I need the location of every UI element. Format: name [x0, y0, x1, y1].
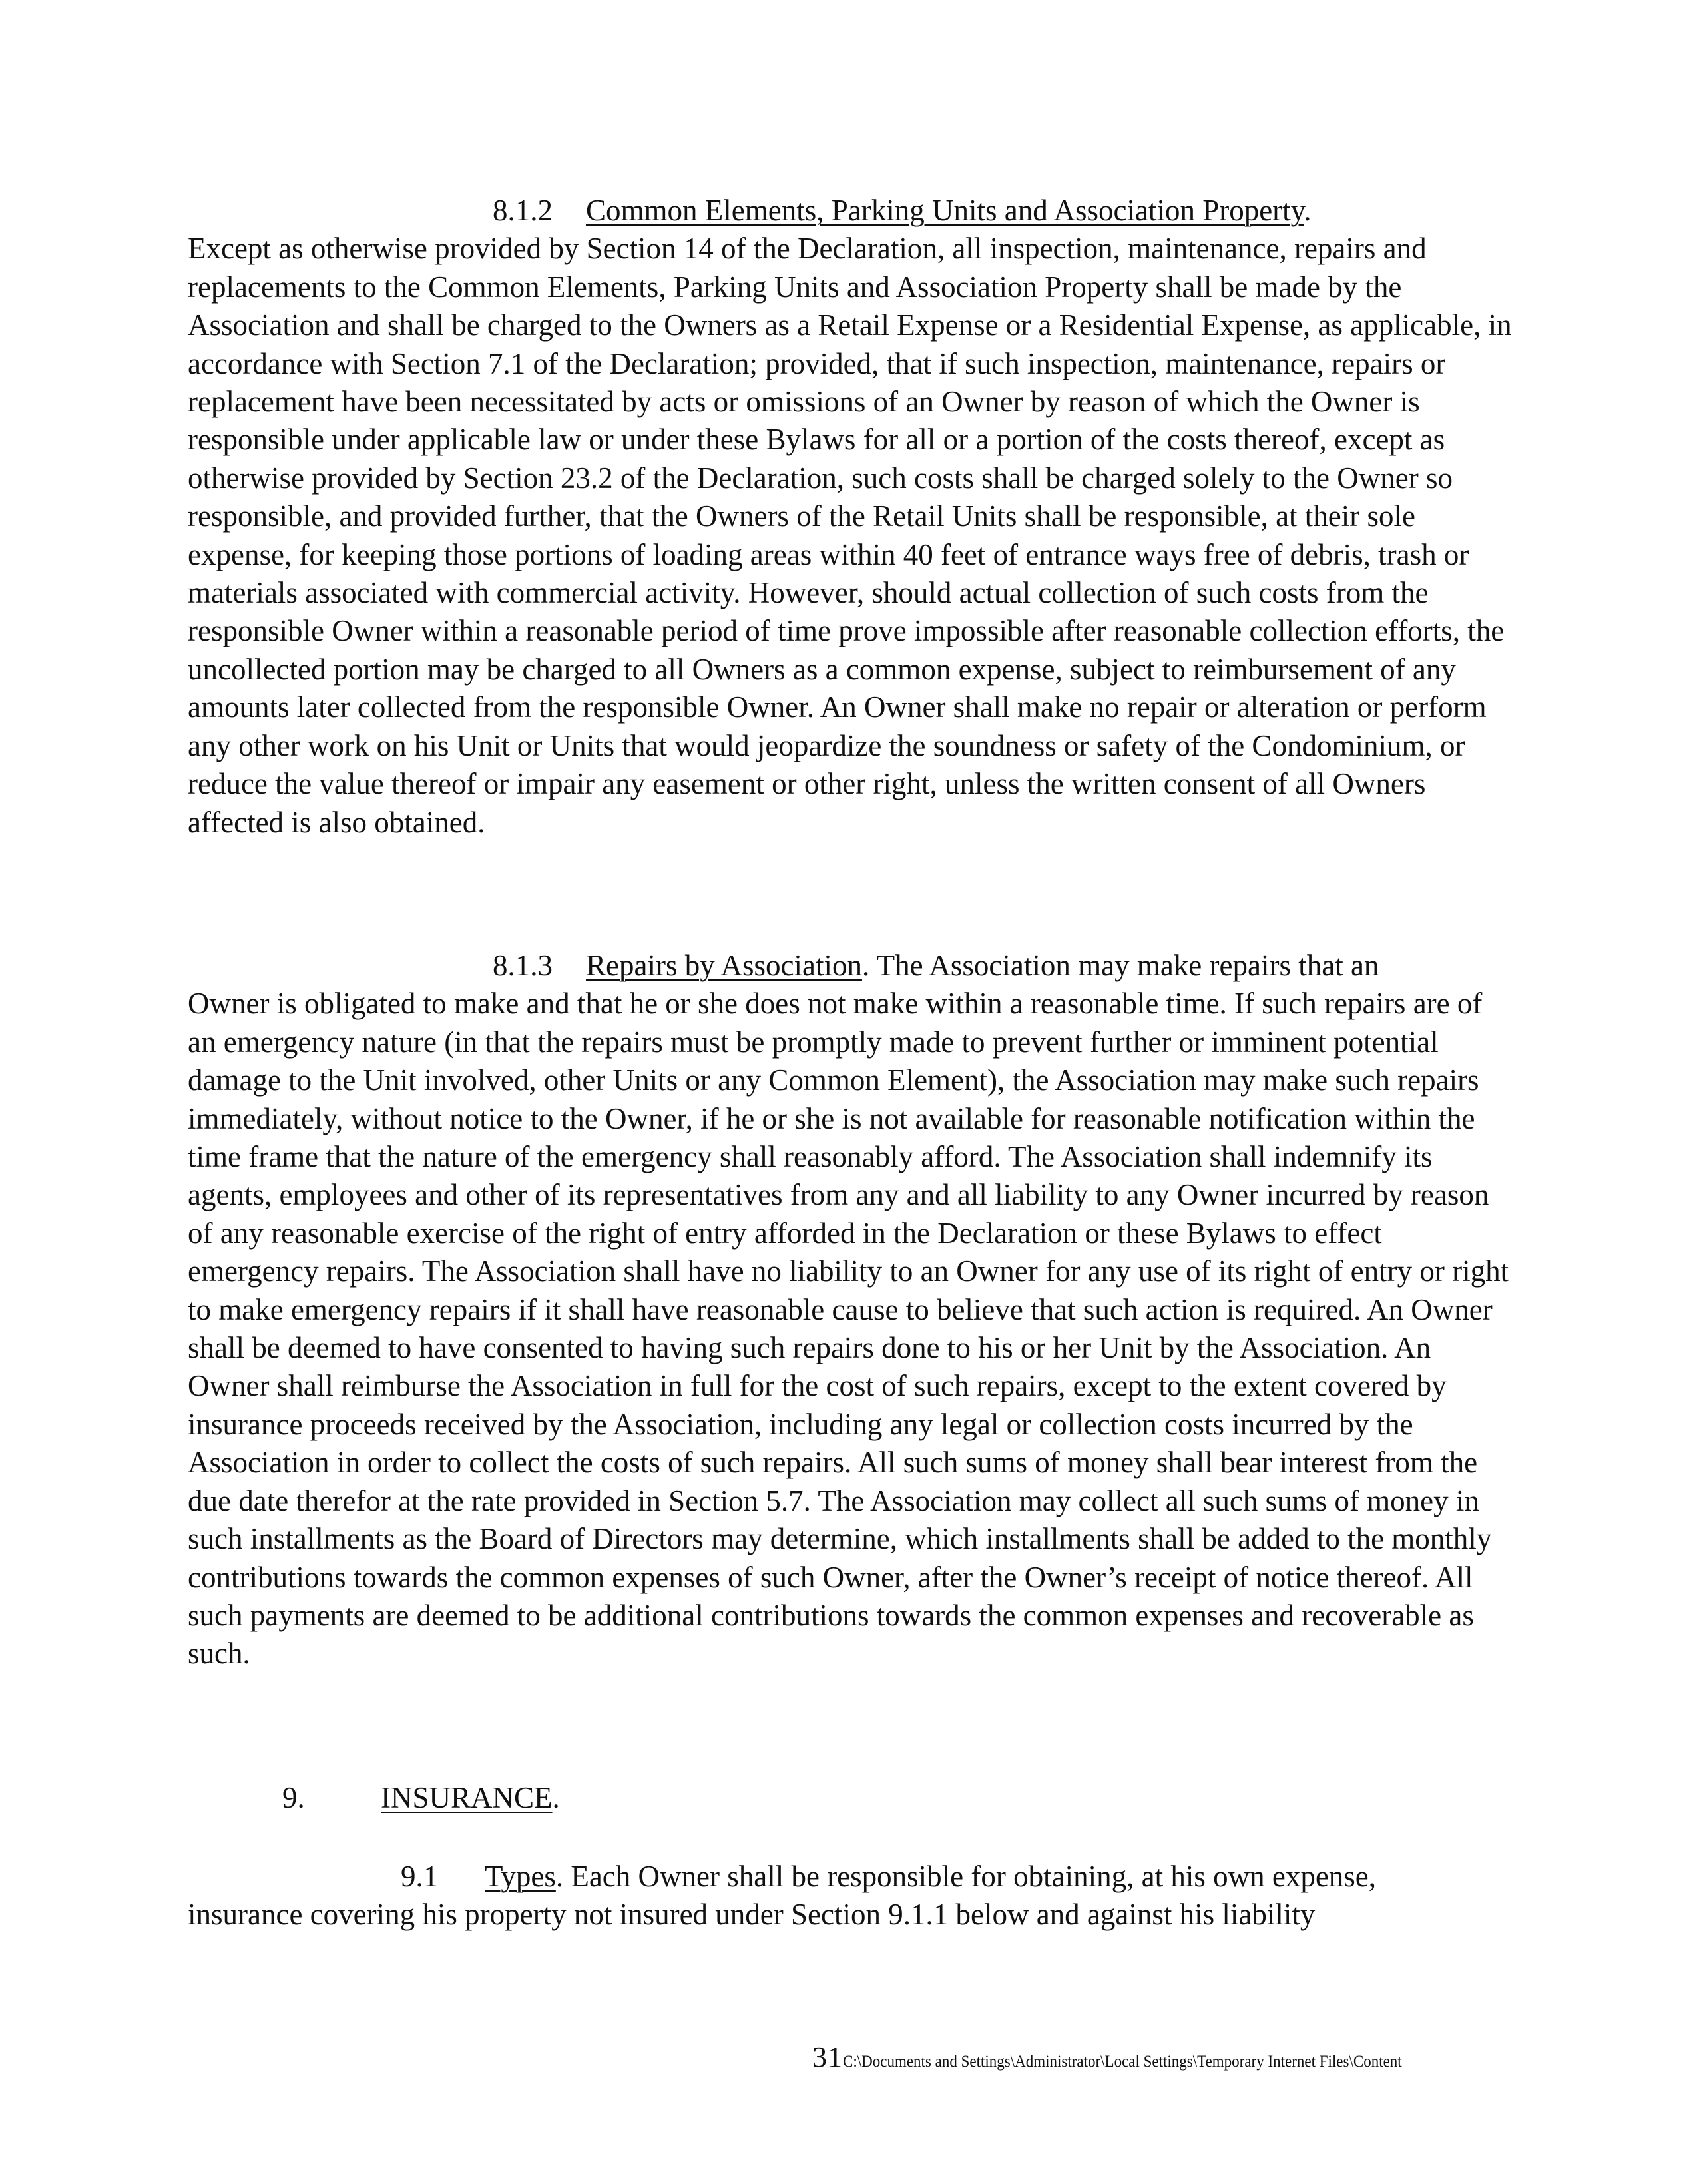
section-body: insurance covering his property not insured under Section 9.1.1 below and against his liability	[188, 1898, 1316, 1932]
section-body-first-line: Each Owner shall be responsible for obtaining, at his own expense,	[563, 1860, 1377, 1893]
section-9-heading	[188, 1779, 560, 1817]
section-number: 9.	[282, 1781, 305, 1814]
heading-period: .	[1304, 194, 1312, 227]
section-number: 8.1.2	[493, 194, 553, 227]
heading-period: .	[555, 1860, 564, 1893]
file-path: C:\Documents and Settings\Administrator\Local Settings\Temporary Internet Files\Content	[843, 2053, 1402, 2071]
section-body-first-line: The Association may make repairs that an	[869, 949, 1379, 982]
section-heading: INSURANCE	[381, 1781, 553, 1814]
page-footer	[812, 2040, 1451, 2074]
section-9-1	[188, 1858, 1513, 1934]
section-body: Owner is obligated to make and that he or she does not make within a reasonable time. If such repairs are of an emergency nature (in that the repairs must be promptly made to prevent further or imminent potential damage to the Unit involved, other Units or any Common Element), the Association may make such repairs immediately, without notice to the Owner, if he or she is not available for reasonable notification within the time frame that the nature of the emergency shall reasonably afford. The Association shall indemnify its agents, employees and other of its representatives from any and all liability to any Owner incurred by reason of any reasonable exercise of the right of entry afforded in the Declaration or these Bylaws to effect emergency repairs. The Association shall have no liability to an Owner for any use of its right of entry or right to make emergency repairs if it shall have reasonable cause to believe that such action is required. An Owner shall be deemed to have consented to having such repairs done to his or her Unit by the Association. An Owner shall reimburse the Association in full for the cost of such repairs, except to the extent covered by insurance proceeds received by the Association, including any legal or collection costs incurred by the Association in order to collect the costs of such repairs. All such sums of money shall bear interest from the due date therefor at the rate provided in Section 5.7. The Association may collect all such sums of money in such installments as the Board of Directors may determine, which installments shall be added to the monthly contributions towards the common expenses of such Owner, after the Owner’s receipt of notice thereof. All such payments are deemed to be additional contributions towards the common expenses and recoverable as such.	[188, 987, 1509, 1671]
section-number: 8.1.3	[493, 949, 553, 982]
section-number: 9.1	[401, 1860, 439, 1893]
section-heading: Common Elements, Parking Units and Association Property	[586, 194, 1304, 227]
heading-period: .	[861, 949, 870, 982]
section-9-1-heading-line	[188, 1858, 1513, 1896]
section-8-1-3-heading-line	[188, 947, 1513, 985]
heading-period: .	[552, 1781, 560, 1814]
section-8-1-2	[188, 192, 1513, 842]
page-number: 31	[812, 2041, 843, 2073]
section-heading: Types	[485, 1860, 556, 1893]
section-heading: Repairs by Association	[586, 949, 862, 982]
section-8-1-2-heading-line	[188, 192, 1513, 230]
section-body: Except as otherwise provided by Section 14 of the Declaration, all inspection, maintenance, repairs and replacements to the Common Elements, Parking Units and Association Property shall be made by the Association and shall be charged to the Owners as a Retail Expense or a Residential Expense, as applicable, in accordance with Section 7.1 of the Declaration; provided, that if such inspection, maintenance, repairs or replacement have been necessitated by acts or omissions of an Owner by reason of which the Owner is responsible under applicable law or under these Bylaws for all or a portion of the costs thereof, except as otherwise provided by Section 23.2 of the Declaration, such costs shall be charged solely to the Owner so responsible, and provided further, that the Owners of the Retail Units shall be responsible, at their sole expense, for keeping those portions of loading areas within 40 feet of entrance ways free of debris, trash or materials associated with commercial activity. However, should actual collection of such costs from the responsible Owner within a reasonable period of time prove impossible after reasonable collection efforts, the uncollected portion may be charged to all Owners as a common expense, subject to reimbursement of any amounts later collected from the responsible Owner. An Owner shall make no repair or alteration or perform any other work on his Unit or Units that would jeopardize the soundness or safety of the Condominium, or reduce the value thereof or impair any easement or other right, unless the written consent of all Owners affected is also obtained.	[188, 232, 1512, 839]
section-8-1-3	[188, 947, 1513, 1673]
